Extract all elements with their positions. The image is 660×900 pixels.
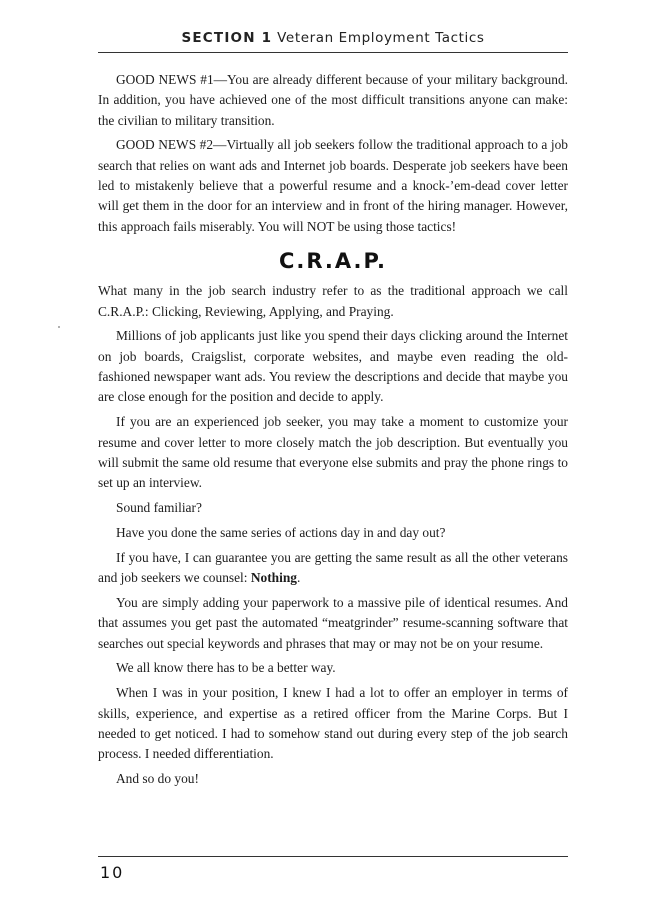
paragraph: And so do you! xyxy=(116,771,199,787)
paragraph: Sound familiar? xyxy=(116,500,202,516)
paragraph-good-news-1: GOOD NEWS #1—You are already different because of your military background. In addition, you have achieved one of the most difficult transitions anyone can make: the civilian to military transition. xyxy=(98,72,568,128)
paragraph: Have you done the same series of actions day in and day out? xyxy=(116,524,446,540)
paragraph-intro: What many in the job search industry refer to as the traditional approach we call C.R.A.P.: Clicking, Reviewing, Applying, and Praying. xyxy=(98,283,568,319)
section-title: Veteran Employment Tactics xyxy=(277,30,485,46)
paragraph: Millions of job applicants just like you spend their days clicking around the Internet on job boards, Craigslist, corporate websites, and maybe even reading the old-fashioned newspaper want ads. You review the descriptions and decide that maybe you are close enough for the position and decide to apply. xyxy=(98,328,568,405)
paragraph: You are simply adding your paperwork to a massive pile of identical resumes. And that assumes you get past the automated “meatgrinder” resume-scanning software that searches out special keywords and phrases that may or may not be on your resume. xyxy=(98,594,568,651)
section-heading: C.R.A.P. xyxy=(278,248,388,273)
paragraph-good-news-2: GOOD NEWS #2—Virtually all job seekers follow the traditional approach to a job search that relies on want ads and Internet job boards. Desperate job seekers have been led to mistakenly believe that a powerful resume and a knock-’em-dead cover letter will get them in the door for an interview and in front of the hiring manager. However, this approach fails miserably. You will NOT be using those tactics! xyxy=(98,137,568,234)
page-body xyxy=(98,70,568,794)
paragraph-nothing xyxy=(98,548,568,589)
emphasis-nothing: Nothing xyxy=(250,570,297,586)
paragraph: If you are an experienced job seeker, you may take a moment to customize your resume and cover letter to more closely match the job description. But eventually you will submit the same old resume that everyone else submits and pray the phone rings to set up an interview. xyxy=(98,414,568,491)
footer-divider xyxy=(98,856,568,857)
margin-mark xyxy=(58,326,60,328)
paragraph: When I was in your position, I knew I had a lot to offer an employer in terms of skills, experience, and expertise as a retired officer from the Marine Corps. But I needed to get noticed. I had to somehow stand out during every step of the job search process. I needed differentiation. xyxy=(98,685,568,762)
header-divider xyxy=(98,52,568,53)
section-label: SECTION 1 xyxy=(181,30,273,46)
running-header xyxy=(98,30,568,46)
page-number: 10 xyxy=(100,863,125,882)
paragraph: We all know there has to be a better way. xyxy=(116,660,336,676)
paragraph-text: If you have, I can guarantee you are getting the same result as all the other veterans and job seekers we counsel: xyxy=(98,549,568,586)
paragraph-end: . xyxy=(296,570,301,586)
